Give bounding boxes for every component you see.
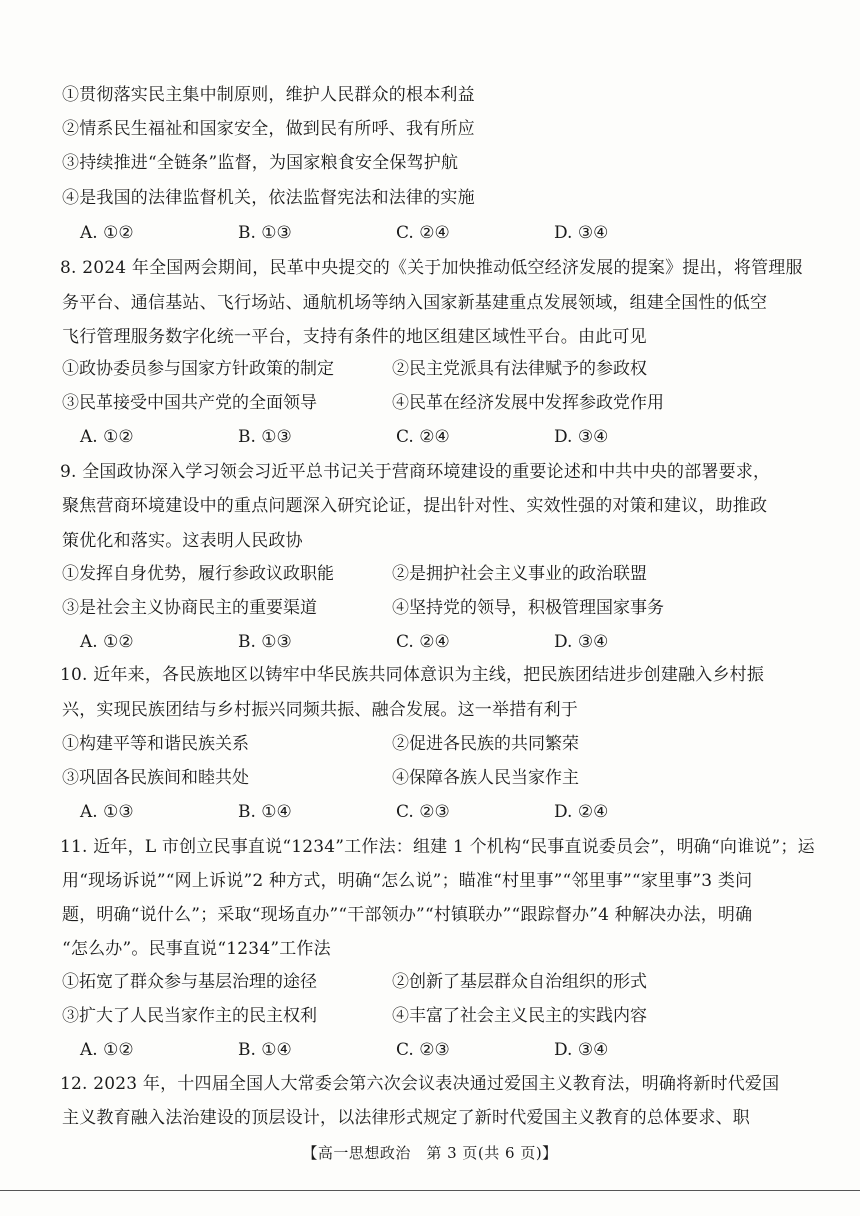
q7-item-4: ④是我国的法律监督机关，依法监督宪法和法律的实施	[62, 188, 475, 208]
choice-b: B. ①③	[238, 223, 292, 243]
choice-a: A. ①②	[80, 632, 134, 652]
choice-a: A. ①②	[80, 1040, 134, 1060]
q12-stem-2: 主义教育融入法治建设的顶层设计，以法律形式规定了新时代爱国主义教育的总体要求、职	[62, 1108, 750, 1128]
choice-d: D. ③④	[554, 632, 609, 652]
choice-a: A. ①③	[80, 802, 134, 822]
q11-item-1: ①拓宽了群众参与基层治理的途径	[62, 972, 317, 992]
q11-item-2: ②创新了基层群众自治组织的形式	[392, 972, 647, 992]
q11-stem-2: 用“现场诉说”“网上诉说”2 种方式，明确“怎么说”；瞄准“村里事”“邻里事”“家里事”3 类问	[62, 871, 753, 891]
q8-stem-2: 务平台、通信基站、飞行场站、通航机场等纳入国家新基建重点发展领域，组建全国性的低空	[62, 293, 768, 313]
q10-item-4: ④保障各族人民当家作主	[392, 768, 579, 788]
q10-choices	[80, 801, 780, 823]
q7-choices	[80, 222, 780, 244]
q9-stem-2: 聚焦营商环境建设中的重点问题深入研究论证，提出针对性、实效性强的对策和建议，助推政	[62, 496, 768, 516]
choice-d: D. ③④	[554, 1040, 609, 1060]
q7-item-1: ①贯彻落实民主集中制原则，维护人民群众的根本利益	[62, 85, 475, 105]
q8-items-row-1	[62, 358, 812, 380]
choice-c: C. ②④	[396, 632, 450, 652]
q8-choices	[80, 426, 780, 448]
q10-stem-1: 10. 近年来，各民族地区以铸牢中华民族共同体意识为主线，把民族团结进步创建融入乡村振	[60, 665, 765, 685]
bottom-rule	[0, 1190, 860, 1191]
q8-stem-1: 8. 2024 年全国两会期间，民革中央提交的《关于加快推动低空经济发展的提案》提出，将管理服	[60, 258, 803, 278]
q11-choices	[80, 1039, 780, 1061]
choice-d: D. ③④	[554, 427, 609, 447]
choice-d: D. ②④	[554, 802, 609, 822]
choice-b: B. ①③	[238, 632, 292, 652]
choice-c: C. ②④	[396, 223, 450, 243]
choice-c: C. ②③	[396, 1040, 450, 1060]
q11-item-4: ④丰富了社会主义民主的实践内容	[392, 1006, 647, 1026]
choice-d: D. ③④	[554, 223, 609, 243]
q11-stem-1: 11. 近年，L 市创立民事直说“1234”工作法：组建 1 个机构“民事直说委员会”，明确“向谁说”；运	[60, 837, 815, 857]
q8-item-2: ②民主党派具有法律赋予的参政权	[392, 359, 647, 379]
q9-item-1: ①发挥自身优势，履行参政议政职能	[62, 564, 334, 584]
q10-stem-2: 兴，实现民族团结与乡村振兴同频共振、融合发展。这一举措有利于	[62, 700, 578, 720]
q8-item-1: ①政协委员参与国家方针政策的制定	[62, 359, 334, 379]
q9-item-3: ③是社会主义协商民主的重要渠道	[62, 598, 317, 618]
q10-items-row-1	[62, 733, 812, 755]
q7-item-2: ②情系民生福祉和国家安全，做到民有所呼、我有所应	[62, 119, 475, 139]
q10-item-1: ①构建平等和谐民族关系	[62, 734, 249, 754]
choice-a: A. ①②	[80, 223, 134, 243]
choice-c: C. ②④	[396, 427, 450, 447]
q7-item-3: ③持续推进“全链条”监督，为国家粮食安全保驾护航	[62, 153, 459, 173]
q10-item-3: ③巩固各民族间和睦共处	[62, 768, 249, 788]
q9-items-row-1	[62, 563, 812, 585]
choice-b: B. ①③	[238, 427, 292, 447]
q9-choices	[80, 631, 780, 653]
q8-stem-3: 飞行管理服务数字化统一平台，支持有条件的地区组建区域性平台。由此可见	[62, 327, 647, 347]
q11-items-row-1	[62, 971, 812, 993]
q11-item-3: ③扩大了人民当家作主的民主权利	[62, 1006, 317, 1026]
choice-b: B. ①④	[238, 1040, 292, 1060]
q11-items-row-2	[62, 1005, 812, 1027]
q10-item-2: ②促进各民族的共同繁荣	[392, 734, 579, 754]
q9-stem-1: 9. 全国政协深入学习领会习近平总书记关于营商环境建设的重要论述和中共中央的部署要求，	[60, 462, 771, 482]
q9-stem-3: 策优化和落实。这表明人民政协	[62, 531, 303, 551]
choice-c: C. ②③	[396, 802, 450, 822]
q8-item-3: ③民革接受中国共产党的全面领导	[62, 393, 317, 413]
q11-stem-4: “怎么办”。民事直说“1234”工作法	[62, 939, 331, 959]
q10-items-row-2	[62, 767, 812, 789]
q8-items-row-2	[62, 392, 812, 414]
q9-item-4: ④坚持党的领导，积极管理国家事务	[392, 598, 664, 618]
q8-item-4: ④民革在经济发展中发挥参政党作用	[392, 393, 664, 413]
q9-item-2: ②是拥护社会主义事业的政治联盟	[392, 564, 647, 584]
choice-b: B. ①④	[238, 802, 292, 822]
q12-stem-1: 12. 2023 年，十四届全国人大常委会第六次会议表决通过爱国主义教育法，明确将新时代爱国	[60, 1074, 780, 1094]
page-footer: 【高一思想政治 第 3 页(共 6 页)】	[302, 1144, 558, 1162]
q9-items-row-2	[62, 597, 812, 619]
choice-a: A. ①②	[80, 427, 134, 447]
q11-stem-3: 题，明确“说什么”；采取“现场直办”“干部领办”“村镇联办”“跟踪督办”4 种解决办法，明确	[62, 905, 753, 925]
